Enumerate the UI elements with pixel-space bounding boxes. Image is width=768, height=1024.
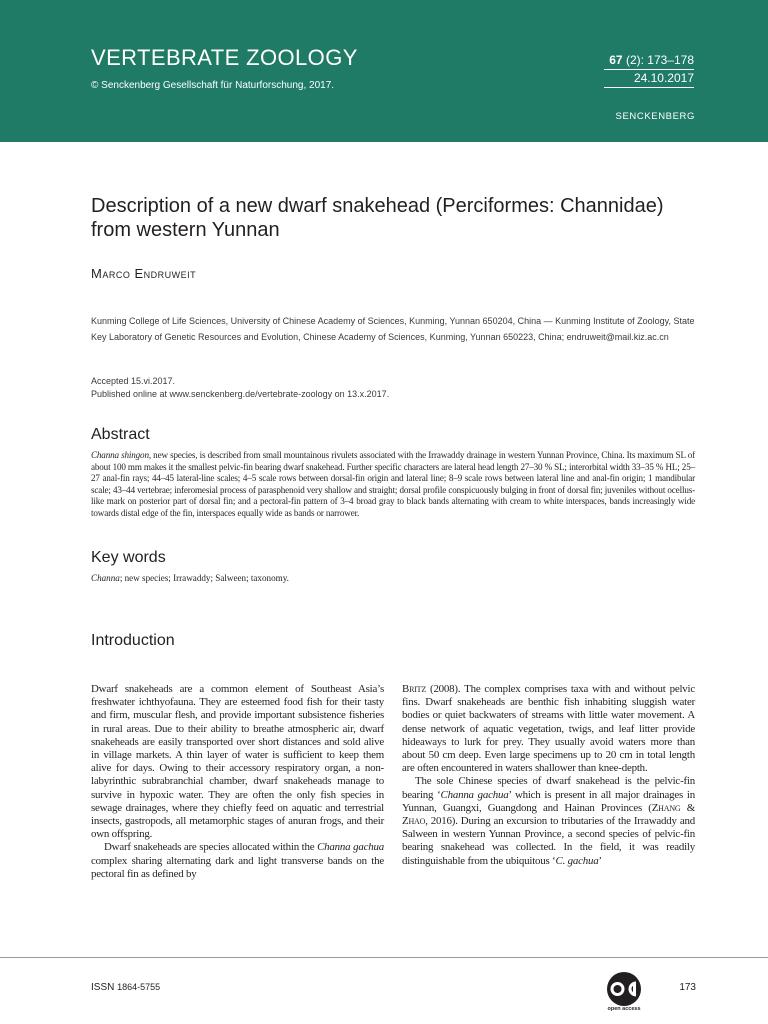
article-title: Description of a new dwarf snakehead (Perciformes: Channidae) from western Yunnan	[91, 195, 664, 241]
author-affiliation: Kunming College of Life Sciences, University of Chinese Academy of Sciences, Kunming, Yunnan 650204, China — Kunming Institute of Zoology, State Key Laboratory of Genetic Resources and Evolution, Chinese Academy of Sciences, Kunming, Yunnan 650223, China; endruweit@mail.kiz.ac.cn	[91, 316, 695, 342]
accepted-date: Accepted 15.vi.2017.	[91, 376, 176, 386]
intro-paragraph-3	[402, 775, 695, 867]
keywords-genus: Channa	[91, 573, 120, 583]
text-run: (2008). The complex comprises taxa with and without pelvic fins. Dwarf snakeheads are benthic fish inhabiting sluggish water bodies or quiet backwaters of streams with little water movement. A dense network of aquatic vegetation, twigs, and leaf litter provide hideaways to lurk for prey. They usually avoid waters more than about 50 cm deep. Even large specimens up to 20 cm in total length are often encountered in waters shallower than knee-depth.	[402, 683, 695, 775]
issn-label: ISSN	[91, 982, 115, 993]
issue-info	[604, 53, 694, 88]
species-name: Channa gachua	[440, 788, 509, 801]
author-name: Marco Endruweit	[91, 266, 197, 281]
text-run: ’ which is present in all major drainages in Yunnan, Guangxi, Guangdong and Hainan Provinces (	[402, 788, 695, 814]
footer-divider	[0, 957, 768, 958]
keywords-body	[91, 573, 695, 585]
abstract-text: , new species, is described from small mountainous rivulets associated with the Irrawaddy drainage in western Yunnan Province, China. Its maximum SL of about 100 mm makes it the smallest pelvic-fin bearing dwarf snakehead. Further specific characters are lateral head length 27–30 % SL; interorbital width 33–35 % HL; 25–27 anal-fin rays; 44–45 lateral-line scales; 4–5 scale rows between dorsal-fin origin and lateral line; 8–9 scale rows between lateral line and anal-fin origin; 1 mandibular scale; 43–44 vertebrae; inferomesial process of parasphenoid very shallow and straight; dorsal profile conspicuously bulging in front of dorsal fin; juveniles without ocellus-like mark on posterior part of dorsal fin; and a pectoral-fin pattern of 3–4 broad gray to black bands alternating with cream to white interspaces, bands increasingly wide towards distal edge of the fin, interspaces equally wide as bands or narrower.	[91, 450, 695, 518]
open-access-icon	[602, 969, 646, 1009]
left-column	[91, 683, 384, 881]
text-run: ’	[598, 854, 602, 867]
citation-author: Britz	[402, 683, 427, 695]
species-name: C. gachua	[555, 854, 599, 867]
issn-number: 1864-5755	[117, 982, 161, 992]
publisher-name: SENCKENBERG	[615, 111, 695, 122]
journal-title: VERTEBRATE ZOOLOGY	[91, 45, 358, 70]
citation-author: Zhang & Zhao	[402, 801, 696, 828]
abstract-heading: Abstract	[91, 426, 150, 443]
text-run: The sole Chinese species of dwarf snakehead is the pelvic-fin bearing ‘	[402, 775, 695, 801]
open-access-label: open access	[607, 1006, 641, 1012]
publication-date: 24.10.2017	[604, 71, 694, 88]
issn	[91, 982, 160, 993]
intro-paragraph-1: Dwarf snakeheads are a common element of Southeast Asia’s freshwater ichthyofauna. They are esteemed food fish for their tasty and firm, muscular flesh, and provide important subsistence fisheries in rural areas. Due to their ability to breathe atmospheric air, dwarf snakeheads are easily transported over short distances and sold alive in village markets. A thin layer of water is sufficient to keep them alive for days. Owing to their accessory respiratory organ, a non-labyrinthic subrabranchial chamber, dwarf snakeheads manage to survive in hypoxic water. They are often the only fish species in sewage drainages, where they chiefly feed on aquatic and terrestrial insects, gastropods, all metamorphic stages of anuran frogs, and their own offspring.	[91, 683, 384, 841]
published-online: Published online at www.senckenberg.de/vertebrate-zoology on 13.x.2017.	[91, 389, 390, 399]
text-run: complex sharing alternating dark and light transverse bands on the pectoral fin as defined by	[91, 854, 384, 880]
volume-issue-pages	[604, 53, 694, 70]
intro-paragraph-2-continued	[402, 683, 695, 775]
abstract-body	[91, 450, 695, 520]
introduction-heading: Introduction	[91, 632, 175, 649]
page-number: 173	[679, 982, 696, 993]
keywords-list: ; new species; Irrawaddy; Salween; taxonomy.	[119, 573, 289, 583]
text-run: Dwarf snakeheads are species allocated within the	[104, 841, 318, 854]
copyright-notice: © Senckenberg Gesellschaft für Naturforschung, 2017.	[91, 80, 335, 91]
keywords-heading: Key words	[91, 549, 166, 566]
journal-header	[0, 0, 768, 142]
intro-paragraph-2	[91, 841, 384, 881]
publication-dates	[91, 375, 695, 401]
abstract-species-name: Channa shingon	[91, 450, 149, 460]
right-column	[402, 683, 695, 868]
species-name: Channa gachua	[317, 841, 384, 854]
issue-pages: (2): 173–178	[622, 53, 694, 67]
text-run: , 2016). During an excursion to tributaries of the Irrawaddy and Salween in western Yunnan Province, a second species of pelvic-fin bearing snakehead was collected. In the field, it was readily distinguishable from the ubiquitous ‘	[402, 815, 695, 867]
volume-number: 67	[609, 53, 623, 67]
